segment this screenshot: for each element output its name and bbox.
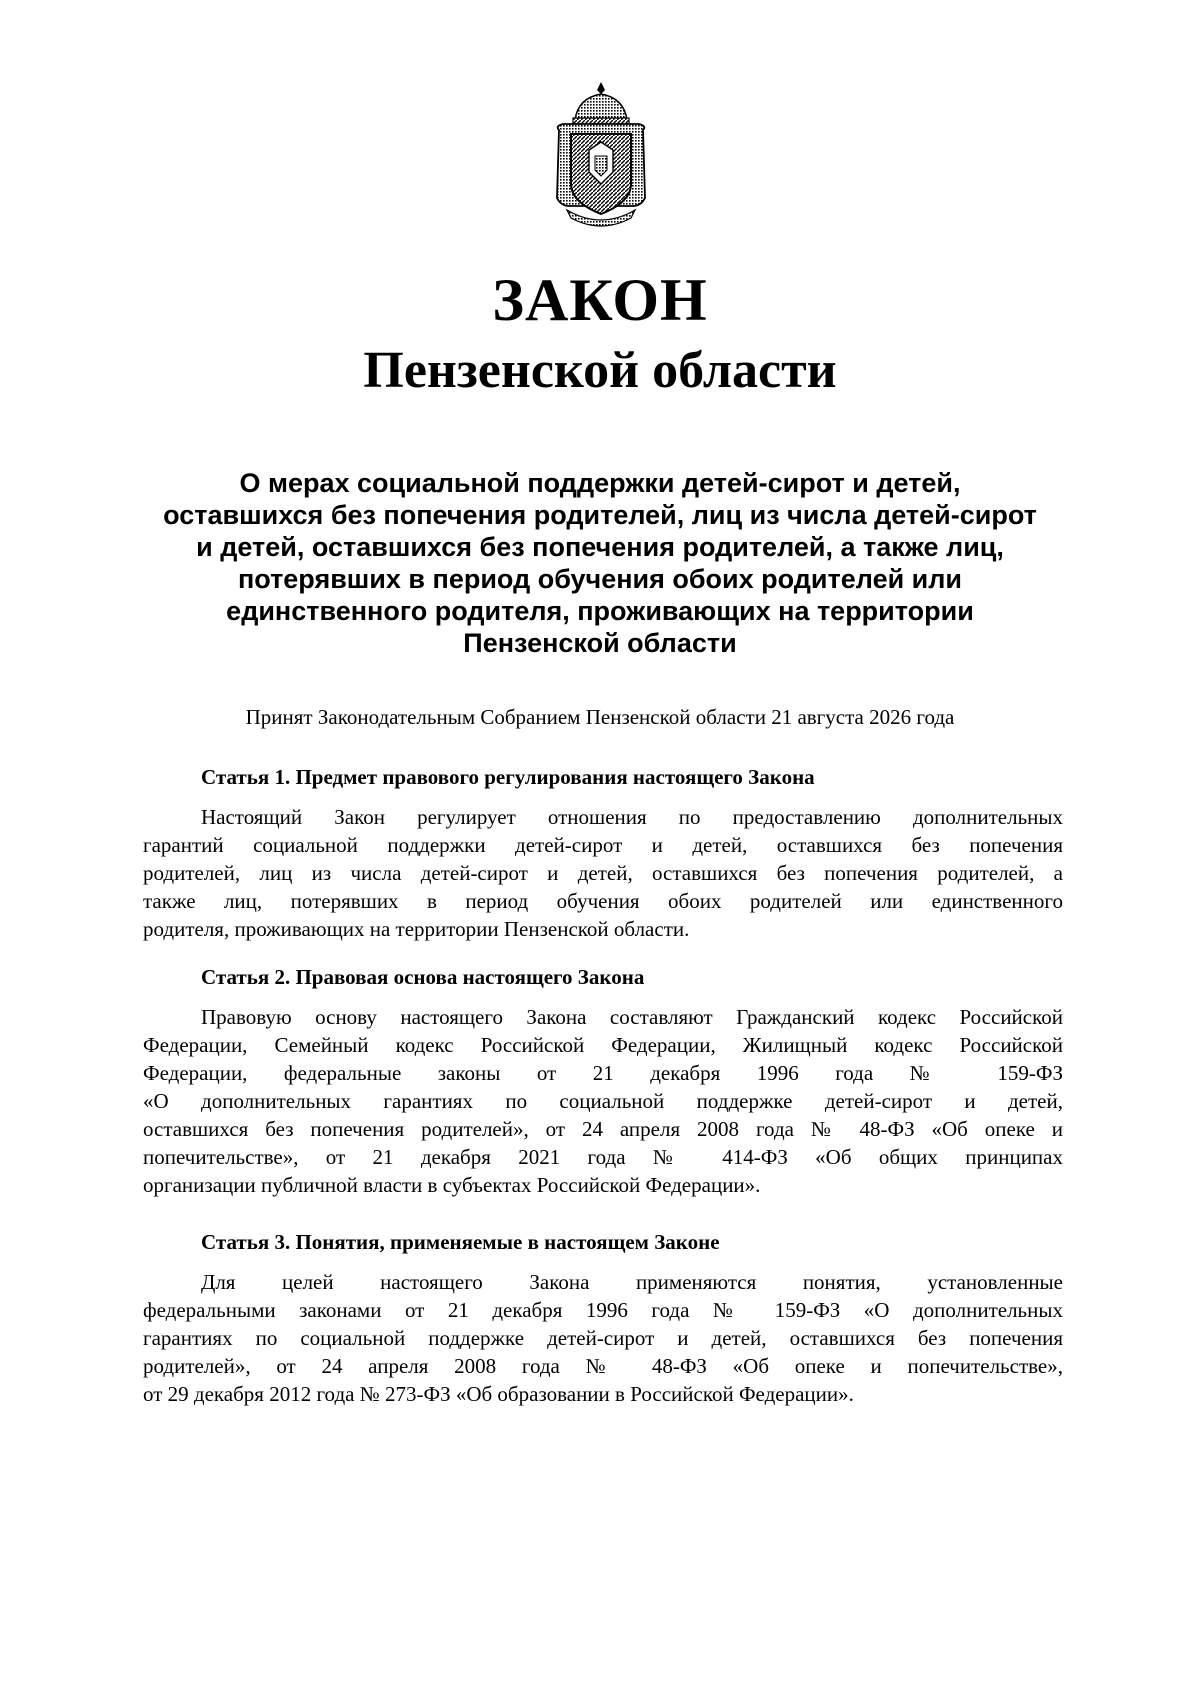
text-line: федеральными законами от 21 декабря 1996 года № 159-ФЗ «О дополнительных [143, 1298, 1063, 1322]
text-line: попечительстве», от 21 декабря 2021 года № 414-ФЗ «Об общих принципах [143, 1145, 1063, 1169]
text-line: Федерации, федеральные законы от 21 декабря 1996 года № 159-ФЗ [143, 1061, 1063, 1085]
text-line: родителя, проживающих на территории Пензенской области. [143, 917, 690, 941]
article-heading: Статья 2. Правовая основа настоящего Закона [201, 965, 645, 989]
law-title-line: оставшихся без попечения родителей, лиц из числа детей-сирот [163, 500, 1037, 530]
text-line: «О дополнительных гарантиях по социальной поддержке детей-сирот и детей, [143, 1089, 1063, 1113]
article-heading: Статья 3. Понятия, применяемые в настоящем Законе [201, 1230, 720, 1254]
text-line: Для целей настоящего Закона применяются понятия, установленные [201, 1270, 1063, 1294]
law-title-line: и детей, оставшихся без попечения родителей, а также лиц, [196, 532, 1004, 562]
text-line: также лиц, потерявших в период обучения обоих родителей или единственного [143, 889, 1063, 913]
text-line: родителей, лиц из числа детей-сирот и детей, оставшихся без попечения родителей, а [143, 861, 1063, 885]
law-title [120, 467, 1080, 659]
text-line: оставшихся без попечения родителей», от 24 апреля 2008 года № 48-ФЗ «Об опеке и [143, 1117, 1063, 1141]
text-line: организации публичной власти в субъектах Российской Федерации». [143, 1173, 761, 1197]
article-text [143, 1003, 1063, 1199]
text-line: Федерации, Семейный кодекс Российской Федерации, Жилищный кодекс Российской [143, 1033, 1063, 1057]
text-line: Правовую основу настоящего Закона составляют Гражданский кодекс Российской [201, 1005, 1063, 1029]
law-title-line: О мерах социальной поддержки детей-сирот и детей, [239, 468, 961, 498]
article-heading: Статья 1. Предмет правового регулирования настоящего Закона [201, 765, 815, 789]
law-title-line: потерявших в период обучения обоих родителей или [237, 564, 963, 594]
article-1 [143, 763, 1063, 943]
text-line: гарантиях по социальной поддержке детей-сирот и детей, оставшихся без попечения [143, 1326, 1063, 1350]
law-title-line: Пензенской области [463, 628, 737, 658]
article-2 [143, 963, 1063, 1199]
text-line: от 29 декабря 2012 года № 273-ФЗ «Об образовании в Российской Федерации». [143, 1382, 854, 1406]
penza-region-coat-of-arms-icon [545, 80, 657, 230]
text-line: гарантий социальной поддержки детей-сирот и детей, оставшихся без попечения [143, 833, 1063, 857]
article-text [143, 1268, 1063, 1408]
text-line: Настоящий Закон регулирует отношения по предоставлению дополнительных [201, 805, 1063, 829]
region-name: Пензенской области [363, 342, 837, 399]
article-text [143, 803, 1063, 943]
article-3 [143, 1228, 1063, 1408]
law-label: ЗАКОН [492, 267, 708, 333]
law-title-line: единственного родителя, проживающих на территории [226, 596, 974, 626]
text-line: родителей», от 24 апреля 2008 года № 48-ФЗ «Об опеке и попечительстве», [143, 1354, 1063, 1378]
adoption-note: Принят Законодательным Собранием Пензенской области 21 августа 2026 года [245, 705, 955, 729]
